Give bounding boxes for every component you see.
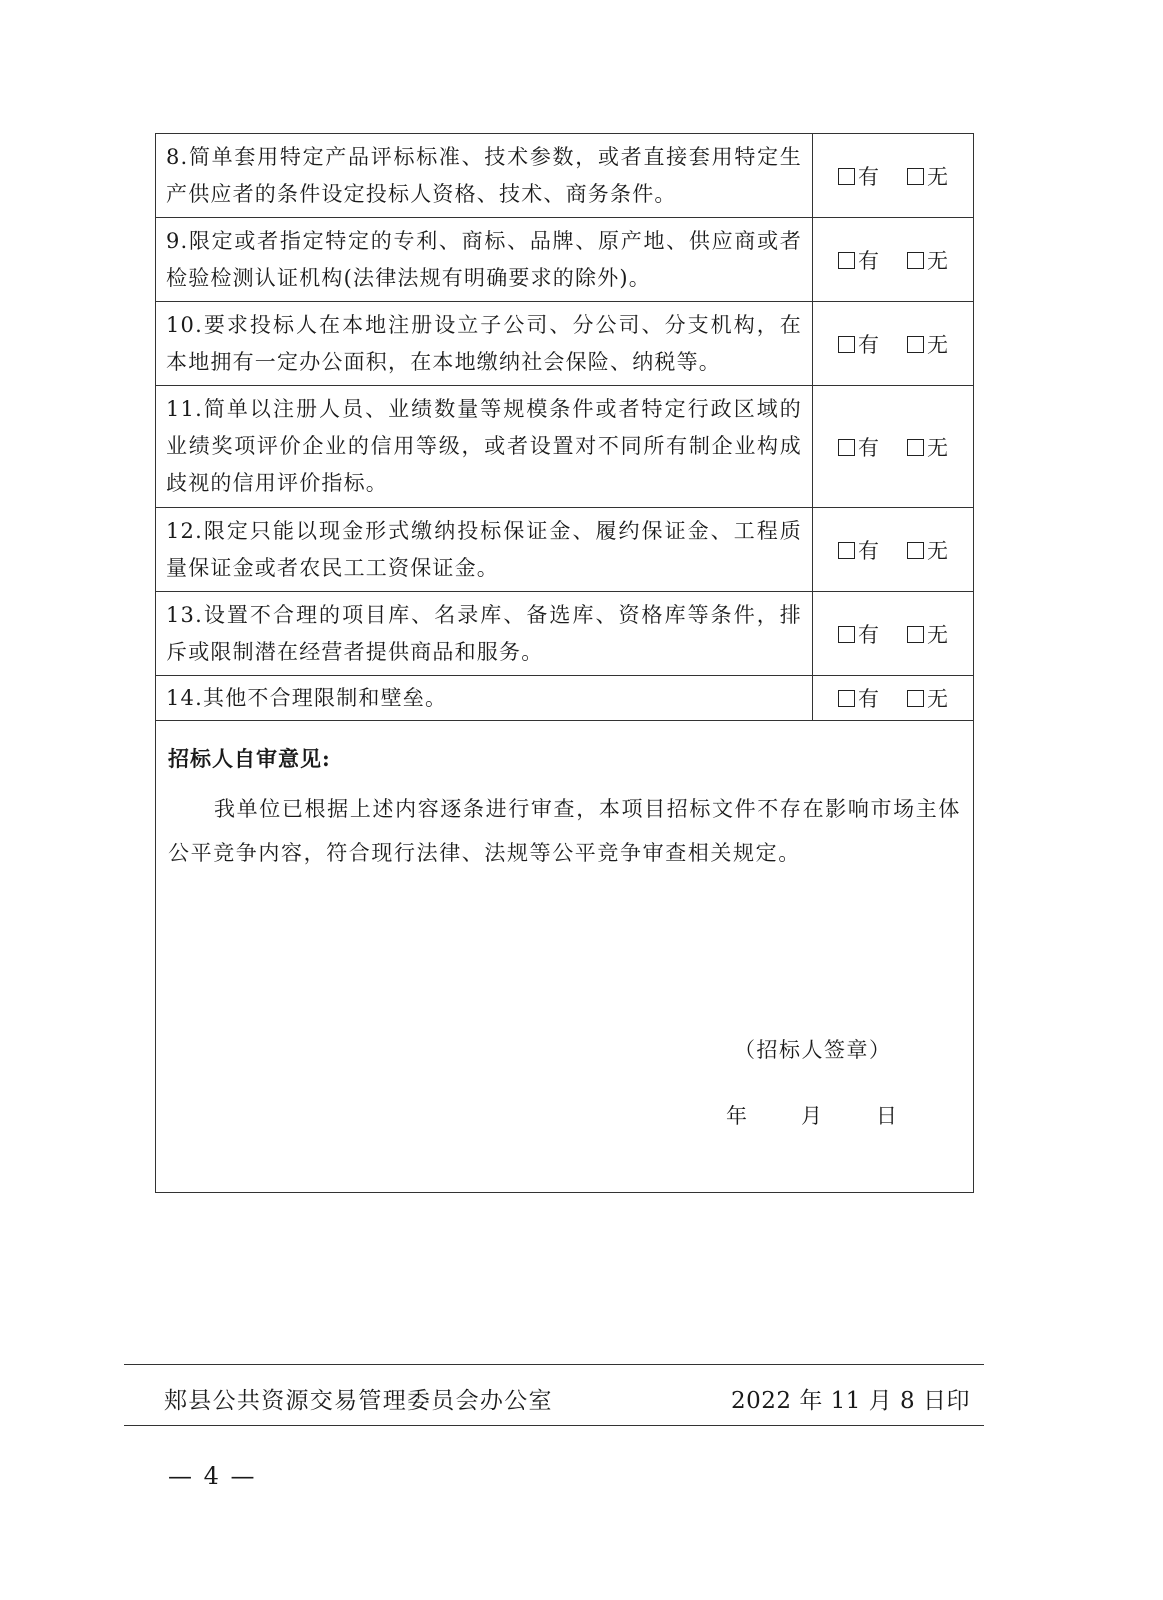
item-text: 11.简单以注册人员、业绩数量等规模条件或者特定行政区域的业绩奖项评价企业的信用等级，或者设置对不同所有制企业构成歧视的信用评价指标。: [156, 386, 813, 508]
footer-bottom-rule: [124, 1425, 984, 1426]
table-row: [156, 508, 973, 592]
option-yes[interactable]: 有: [838, 161, 879, 191]
checkbox-icon[interactable]: [907, 626, 924, 643]
review-table: [156, 134, 973, 721]
option-no[interactable]: 无: [907, 161, 948, 191]
checkbox-icon[interactable]: [838, 439, 855, 456]
item-text: 10.要求投标人在本地注册设立子公司、分公司、分支机构，在本地拥有一定办公面积，在本地缴纳社会保险、纳税等。: [156, 302, 813, 386]
page-number: — 4 —: [168, 1462, 257, 1490]
checkbox-icon[interactable]: [907, 168, 924, 185]
option-yes[interactable]: 有: [838, 245, 879, 275]
date-year-label: 年: [726, 1104, 747, 1128]
table-row: [156, 134, 973, 218]
checkbox-icon[interactable]: [838, 336, 855, 353]
footer-top-rule: [124, 1364, 984, 1365]
opinion-body: 我单位已根据上述内容逐条进行审查，本项目招标文件不存在影响市场主体公平竞争内容，符合现行法律、法规等公平竞争审查相关规定。: [168, 797, 961, 865]
table-row: [156, 592, 973, 676]
item-text: 9.限定或者指定特定的专利、商标、品牌、原产地、供应商或者检验检测认证机构(法律法规有明确要求的除外)。: [156, 218, 813, 302]
checkbox-icon[interactable]: [838, 626, 855, 643]
checkbox-icon[interactable]: [838, 252, 855, 269]
option-no[interactable]: 无: [907, 432, 948, 462]
review-form: [155, 133, 974, 1193]
table-row: [156, 386, 973, 508]
check-cell: [813, 676, 974, 721]
table-row: [156, 302, 973, 386]
item-text: 12.限定只能以现金形式缴纳投标保证金、履约保证金、工程质量保证金或者农民工工资保证金。: [156, 508, 813, 592]
checkbox-icon[interactable]: [907, 336, 924, 353]
check-cell: [813, 508, 974, 592]
table-row: [156, 218, 973, 302]
option-yes[interactable]: 有: [838, 432, 879, 462]
opinion-section: [156, 721, 973, 875]
check-cell: [813, 134, 974, 218]
footer: [164, 1382, 970, 1415]
option-yes[interactable]: 有: [838, 329, 879, 359]
option-no[interactable]: 无: [907, 535, 948, 565]
footer-office: 郏县公共资源交易管理委员会办公室: [164, 1388, 553, 1414]
date-month-label: 月: [801, 1104, 822, 1128]
signature-label: （招标人签章）: [734, 1038, 892, 1062]
check-cell: [813, 386, 974, 508]
checkbox-icon[interactable]: [907, 690, 924, 707]
opinion-title: 招标人自审意见:: [168, 746, 331, 771]
checkbox-icon[interactable]: [907, 439, 924, 456]
option-no[interactable]: 无: [907, 245, 948, 275]
check-cell: [813, 592, 974, 676]
option-no[interactable]: 无: [907, 329, 948, 359]
checkbox-icon[interactable]: [907, 542, 924, 559]
item-text: 14.其他不合理限制和壁垒。: [156, 676, 813, 721]
checkbox-icon[interactable]: [907, 252, 924, 269]
check-cell: [813, 218, 974, 302]
checkbox-icon[interactable]: [838, 168, 855, 185]
checkbox-icon[interactable]: [838, 542, 855, 559]
option-yes[interactable]: 有: [838, 619, 879, 649]
check-cell: [813, 302, 974, 386]
option-yes[interactable]: 有: [838, 683, 879, 713]
date-line: [726, 1100, 897, 1130]
date-day-label: 日: [876, 1104, 897, 1128]
option-yes[interactable]: 有: [838, 535, 879, 565]
footer-print-date: 2022 年 11 月 8 日印: [731, 1388, 970, 1414]
table-row: [156, 676, 973, 721]
option-no[interactable]: 无: [907, 683, 948, 713]
item-text: 13.设置不合理的项目库、名录库、备选库、资格库等条件，排斥或限制潜在经营者提供商品和服务。: [156, 592, 813, 676]
option-no[interactable]: 无: [907, 619, 948, 649]
item-text: 8.简单套用特定产品评标标准、技术参数，或者直接套用特定生产供应者的条件设定投标人资格、技术、商务条件。: [156, 134, 813, 218]
checkbox-icon[interactable]: [838, 690, 855, 707]
